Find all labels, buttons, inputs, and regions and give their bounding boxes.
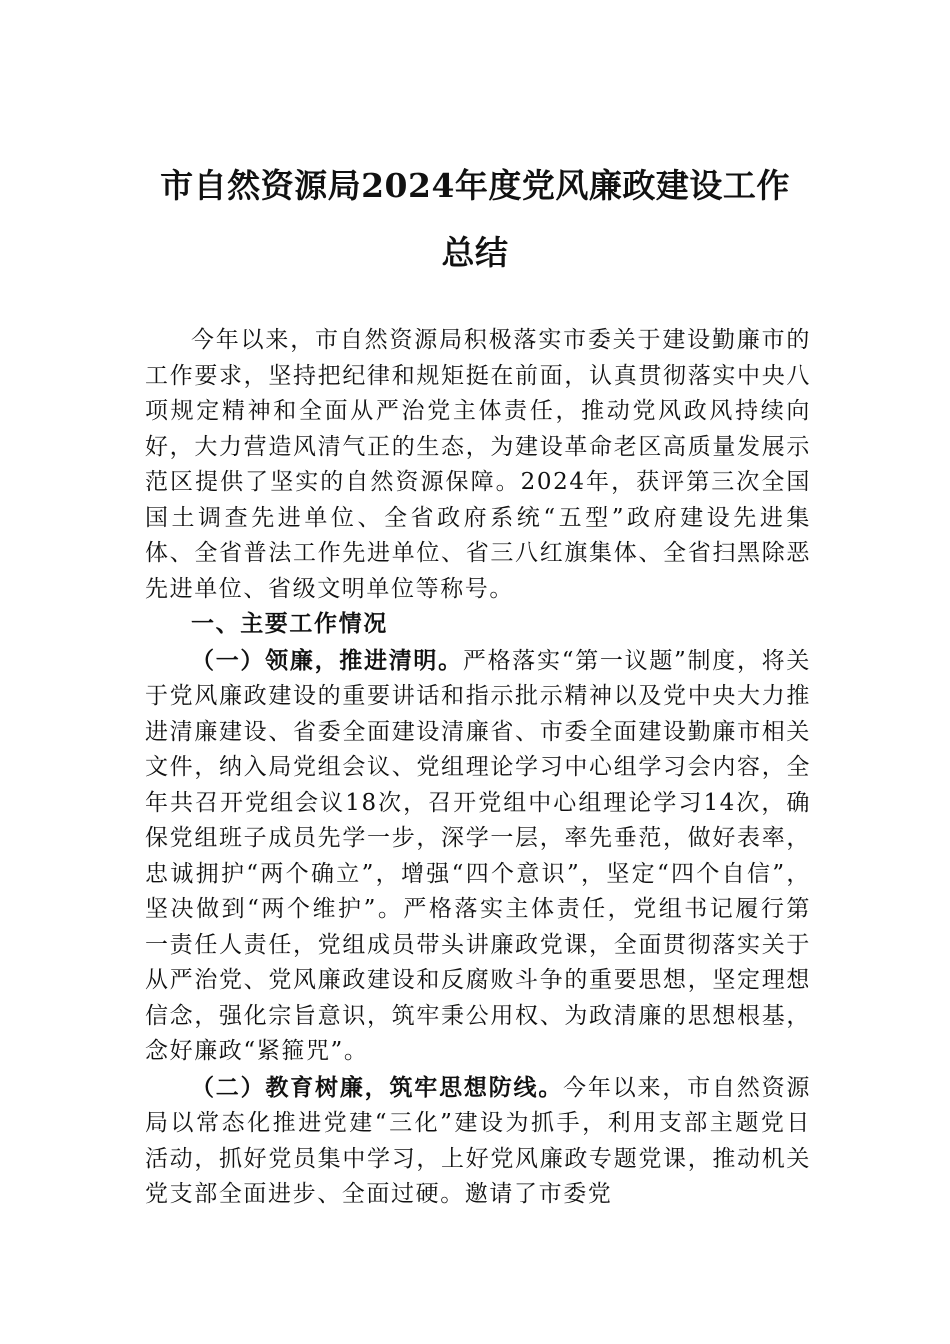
subsection-paragraph-1 [145, 643, 811, 1070]
subsection-text-2: 今年以来，市自然资源局以常态化推进党建“三化”建设为抓手，利用支部主题党日活动，抓好党员集中学习，上好党风廉政专题党课，推动机关党支部全面进步、全面过硬。邀请了市委党 [145, 1074, 811, 1207]
subsection-lead-2: （二）教育树廉，筑牢思想防线。 [191, 1073, 564, 1101]
document-title-line1: 市自然资源局2024年度党风廉政建设工作 [160, 166, 790, 205]
intro-paragraph: 今年以来，市自然资源局积极落实市委关于建设勤廉市的工作要求，坚持把纪律和规矩挺在前面，认真贯彻落实中央八项规定精神和全面从严治党主体责任，推动党风政风持续向好，大力营造风清气正的生态，为建设革命老区高质量发展示范区提供了坚实的自然资源保障。2024年，获评第三次全国国土调查先进单位、全省政府系统“五型”政府建设先进集体、全省普法工作先进单位、省三八红旗集体、全省扫黑除恶先进单位、省级文明单位等称号。 [145, 327, 811, 602]
document-body [145, 323, 811, 1213]
section-heading: 一、主要工作情况 [191, 611, 388, 637]
subsection-paragraph-2 [145, 1070, 811, 1213]
subsection-lead-1: （一）领廉，推进清明。 [191, 646, 463, 674]
subsection-text-1: 严格落实“第一议题”制度，将关于党风廉政建设的重要讲话和指示批示精神以及党中央大力推进清廉建设、省委全面建设清廉省、市委全面建设勤廉市相关文件，纳入局党组会议、党组理论学习中心组学习会内容，全年共召开党组会议18次，召开党组中心组理论学习14次，确保党组班子成员先学一步，深学一层，率先垂范，做好表率，忠诚拥护“两个确立”，增强“四个意识”，坚定“四个自信”，坚决做到“两个维护”。严格落实主体责任，党组书记履行第一责任人责任，党组成员带头讲廉政党课，全面贯彻落实关于从严治党、党风廉政建设和反腐败斗争的重要思想，坚定理想信念，强化宗旨意识，筑牢秉公用权、为政清廉的思想根基，念好廉政“紧箍咒”。 [145, 647, 811, 1064]
document-title-line2: 总结 [441, 233, 509, 272]
